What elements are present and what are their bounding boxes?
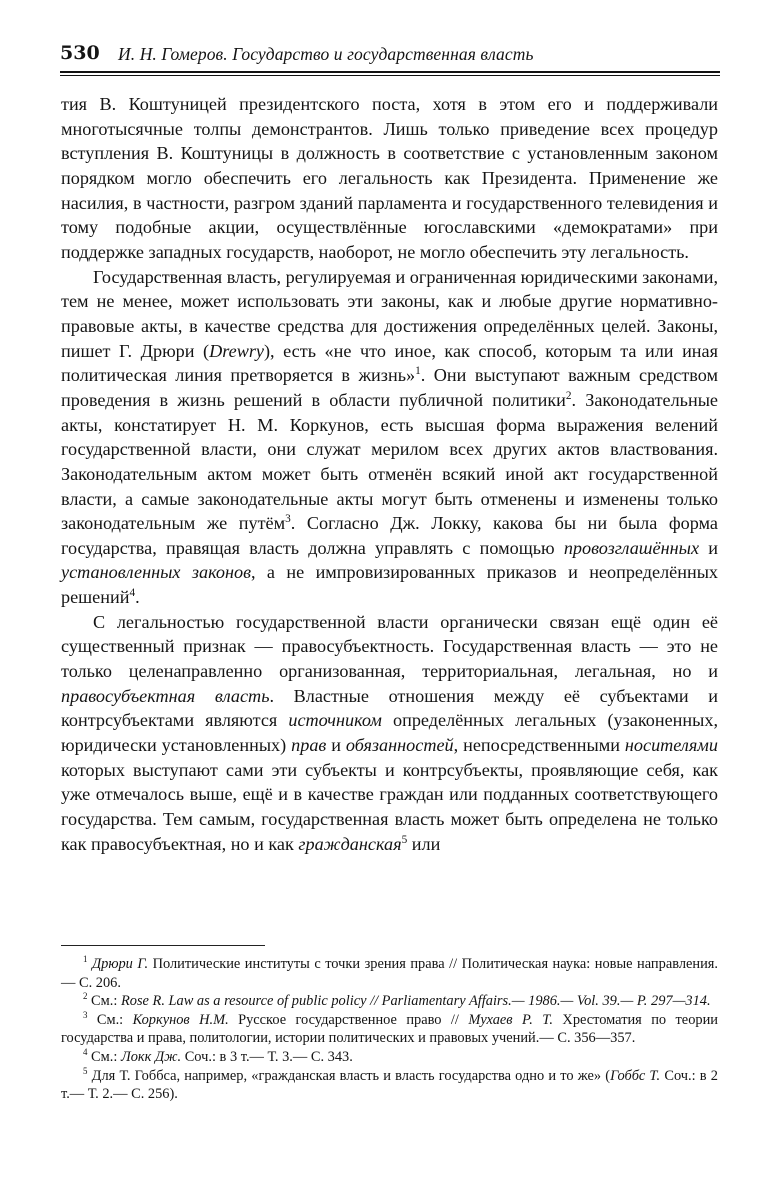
- footnote-ref: 1: [415, 365, 421, 378]
- text-span: Государственная власть, регулируемая и ограниченная юридическими законами, тем не менее, может использовать эти законы, как и любые другие нормативно-правовые акты, в качестве средства для достижения определённых целей. Законы, пишет Г. Дрюри (: [61, 266, 718, 361]
- italic-span: Дрюри Г.: [91, 956, 149, 972]
- text-span: , а не импровизированных приказов и неопределённых решений: [61, 562, 719, 608]
- footnote-4: [61, 1048, 718, 1067]
- footnote-ref: 2: [565, 389, 572, 402]
- italic-span: Rose R. Law as a resource of public policy // Parliamentary Affairs.— 1986.— Vol. 39.— P. 297—314.: [120, 993, 711, 1010]
- footnote-number: 5: [83, 1065, 88, 1076]
- footnote-number: 1: [83, 954, 88, 965]
- footnote-2: [61, 992, 718, 1011]
- footnote-number: 2: [83, 991, 88, 1002]
- paragraph-3: [61, 610, 718, 857]
- text-span: . Властные отношения между её субъектами и контрсубъектами являются: [61, 685, 718, 731]
- italic-span: прав: [291, 735, 327, 756]
- footnote-1: [61, 955, 718, 992]
- text-span: См.:: [87, 1048, 121, 1065]
- footnote-5: [61, 1067, 718, 1104]
- text-span: См.:: [87, 1011, 133, 1028]
- text-span: Соч.: в 3 т.— Т. 3.— С. 343.: [181, 1048, 353, 1065]
- text-span: , непосредственными: [453, 735, 625, 756]
- text-span: которых выступают сами эти субъекты и контрсубъекты, проявляющие себя, как уже отмечалось выше, ещё и в качестве граждан или подданных соответствующего государства. Тем самым, государственная власть может быть определена не только как правосубъектная, но и как: [61, 759, 718, 854]
- italic-span: гражданская: [298, 833, 402, 854]
- italic-span: правосубъектная власть: [61, 685, 270, 706]
- italic-span: Гоббс Т.: [610, 1067, 661, 1084]
- page-header: [60, 42, 720, 66]
- text-span: С легальностью государственной власти органически связан ещё один её существенный признак — правосубъектность. Государственная власть — это не только целенаправленно организованная, территориальная, легальная, но и: [61, 611, 718, 682]
- footnote-separator: [61, 945, 265, 946]
- main-text: [61, 92, 718, 856]
- text-span: и: [699, 537, 719, 558]
- page-number: 530: [60, 42, 100, 64]
- italic-span: Коркунов Н.М.: [132, 1011, 229, 1028]
- text-span: . Законодательные акты, констатирует Н. М. Коркунов, есть высшая форма выражения велений государственной власти, они служат мерилом всех других актов властвования. Законодательным актом может быть отменён всякий иной акт государственной власти, а самые законодательные акты могут быть отменены и изменены только законодательным же путём: [61, 389, 719, 534]
- text-span: . Они выступают важным средством проведения в жизнь решений в области публичной политики: [61, 365, 718, 410]
- text-span: ), есть «не что иное, как способ, которым та или иная политическая линия претворяется в жизнь»: [61, 340, 718, 386]
- paragraph-1: тия В. Коштуницей президентского поста, хотя в этом его и поддерживали многотысячные толпы демонстрантов. Лишь только приведение всех процедур вступления В. Коштуницы в должность в соответствие с установленным законом порядком могло обеспечить его легальность как Президента. Применение же насилия, в частности, разгром зданий парламента и государственного телевидения и тому подобные акции, осуществлённые югославскими «демократами» при поддержке западных государств, наоборот, не могло обеспечить эту легальность.: [61, 94, 718, 262]
- text-span: .: [135, 587, 140, 608]
- header-rule-thick: [60, 71, 720, 73]
- italic-span: носителями: [624, 735, 719, 756]
- footnote-number: 4: [83, 1047, 88, 1058]
- text-span: Хрестоматия по теории государства и права, политологии, истории политических и правовых учений.— С. 356—357.: [61, 1011, 718, 1047]
- running-title: И. Н. Гомеров. Государство и государственная власть: [118, 44, 534, 64]
- text-span: и: [326, 735, 346, 756]
- italic-span: Drewry: [209, 340, 264, 361]
- footnote-ref: 4: [129, 587, 136, 600]
- text-span: Русское государственное право //: [228, 1011, 469, 1028]
- text-span: Для Т. Гоббса, например, «гражданская власть и власть государства одно и то же» (: [87, 1067, 611, 1084]
- footnote-3: [61, 1011, 718, 1048]
- text-span: Политические институты с точки зрения права // Политическая наука: новые направления.— С. 206.: [61, 956, 719, 991]
- text-span: См.:: [87, 993, 121, 1010]
- text-span: или: [407, 833, 441, 854]
- italic-span: провозглашённых: [563, 537, 700, 558]
- footnotes: [61, 955, 718, 1104]
- footnote-ref: 5: [401, 833, 408, 846]
- italic-span: обязанностей: [345, 735, 454, 756]
- text-span: Соч.: в 2 т.— Т. 2.— С. 256).: [61, 1067, 718, 1103]
- paragraph-2: [61, 265, 718, 610]
- text-span: определённых легальных (узаконенных, юридически установленных): [61, 710, 718, 756]
- header-rule-thin: [60, 75, 720, 76]
- italic-span: Локк Дж.: [120, 1048, 182, 1065]
- text-span: . Согласно Дж. Локку, какова бы ни была форма государства, правящая власть должна управлять с помощью: [61, 513, 718, 558]
- footnote-ref: 3: [285, 513, 291, 526]
- italic-span: установленных законов: [61, 562, 251, 583]
- italic-span: источником: [288, 710, 382, 731]
- italic-span: Мухаев Р. Т.: [468, 1011, 554, 1028]
- footnote-number: 3: [83, 1009, 88, 1020]
